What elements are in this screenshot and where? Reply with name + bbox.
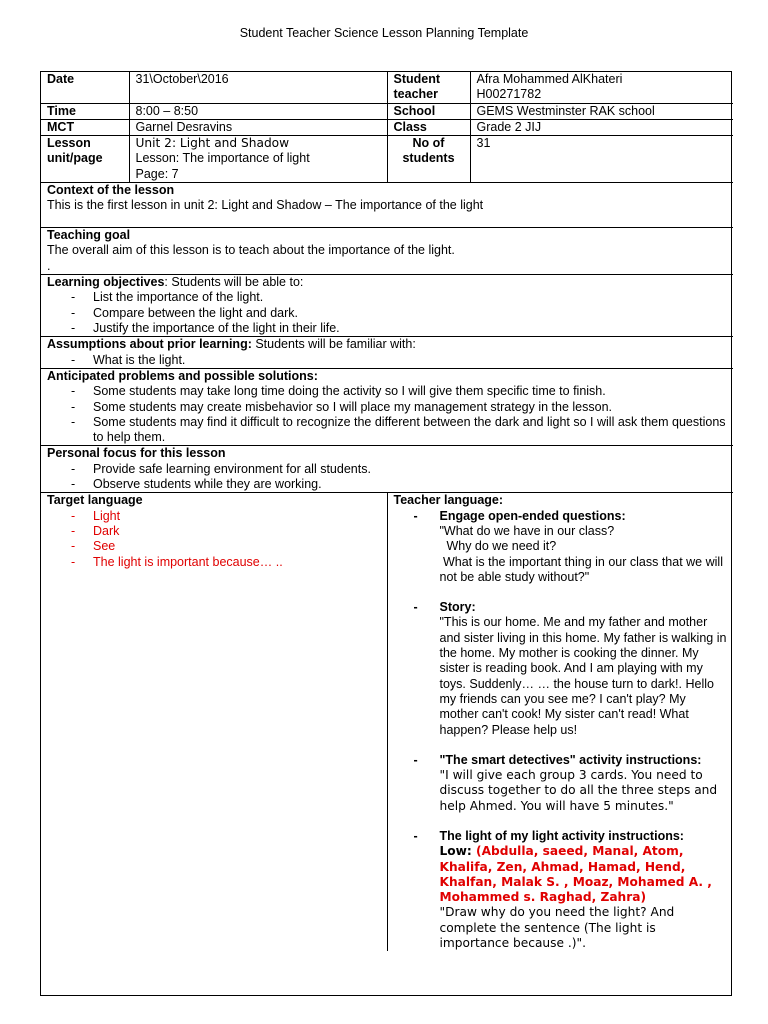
- assumptions-intro: Students will be familiar with:: [251, 337, 416, 352]
- section-language: [41, 493, 733, 952]
- assumptions-heading: [47, 337, 727, 352]
- time-value: 8:00 – 8:50: [129, 103, 387, 119]
- section-assumptions: [41, 337, 733, 369]
- list-item: - See: [71, 539, 381, 554]
- mct-value: Garnel Desravins: [129, 119, 387, 135]
- list-item: - Dark: [71, 524, 381, 539]
- list-item: - Observe students while they are working.: [71, 477, 727, 492]
- teacher-language-cell: [387, 493, 733, 952]
- problems-list: [47, 384, 727, 445]
- teaching-goal-dot: .: [47, 258, 51, 273]
- story-text: "This is our home. Me and my father and mother and sister living in this home. My father is walking in the home. My mother is cooking the dinner. My sister is reading book. And I am playing with my toys. Suddenly… … the house turn to dark!. Hello my friends can you see me? I can't play? My mother can't cook! My sister can't read! What happen? Please help us!: [439, 615, 727, 737]
- assumptions-list: [47, 353, 727, 368]
- teaching-goal-text: The overall aim of this lesson is to teach about the importance of the light.: [47, 243, 455, 258]
- student-teacher-value: [470, 72, 733, 103]
- row-date: [41, 72, 733, 103]
- list-item: - What is the light.: [71, 353, 727, 368]
- target-language-cell: [41, 493, 387, 952]
- list-item: - Compare between the light and dark.: [71, 306, 727, 321]
- teacher-language-list: [394, 509, 728, 952]
- school-value: GEMS Westminster RAK school: [470, 103, 733, 119]
- student-teacher-id: H00271782: [476, 87, 542, 102]
- lesson-unit: Unit 2: Light and Shadow: [135, 136, 290, 151]
- row-mct: [41, 119, 733, 135]
- list-item: - The light is important because… ..: [71, 555, 381, 570]
- student-teacher-label: Student teacher: [387, 72, 470, 103]
- engage-line: "What do we have in our class?: [439, 523, 615, 538]
- personal-focus-title: Personal focus for this lesson: [47, 446, 226, 461]
- row-lesson: [41, 136, 733, 183]
- lesson-plan-table: [40, 71, 732, 996]
- list-item: - List the importance of the light.: [71, 290, 727, 305]
- mct-label: MCT: [41, 119, 129, 135]
- date-label: Date: [41, 72, 129, 103]
- lesson-page: Page: 7: [135, 166, 179, 181]
- problems-title: Anticipated problems and possible solutions:: [47, 368, 318, 383]
- list-item: - Some students may create misbehavior so I will place my management strategy in the lesson.: [71, 400, 727, 415]
- target-language-list: [47, 509, 381, 570]
- class-label: Class: [387, 119, 470, 135]
- header-table: [41, 72, 733, 183]
- section-problems: [41, 368, 733, 445]
- engage-line: Why do we need it?: [439, 539, 557, 554]
- students-value: 31: [470, 136, 733, 183]
- student-teacher-name: Afra Mohammed AlKhateri: [476, 72, 623, 86]
- engage-line: What is the important thing in our class that we will not be able study without?": [439, 554, 727, 584]
- detectives-item: - "The smart detectives" activity instructions: "I will give each group 3 cards. You need to discuss together to do all the three steps and help Ahmed. You will have 5 minutes.": [394, 753, 728, 814]
- list-item: - Some students may take long time doing the activity so I will give them specific time to finish.: [71, 384, 727, 399]
- lesson-value: [129, 136, 387, 183]
- personal-focus-list: [47, 462, 727, 493]
- low-label: Low:: [439, 844, 477, 859]
- date-value: 31\October\2016: [129, 72, 387, 103]
- objectives-title: Learning objectives: [47, 275, 165, 290]
- objectives-intro: : Students will be able to:: [164, 275, 304, 290]
- sections-table: [41, 183, 733, 951]
- section-teaching-goal: [41, 228, 733, 275]
- low-group: [440, 844, 728, 905]
- objectives-heading: [47, 275, 727, 290]
- teacher-language-title: Teacher language:: [393, 493, 504, 508]
- school-label: School: [387, 103, 470, 119]
- low-students: (Abdulla, saeed, Manal, Atom, Khalifa, Zen, Ahmad, Hamad, Hend, Khalfan, Malak S. , Moaz, Mohamed A. , Mohammed s. Raghad, Zahra): [439, 844, 712, 905]
- list-item: - Some students may find it difficult to recognize the different between the dark and light so I will ask them questions to help them.: [71, 415, 727, 446]
- list-item: - Light: [71, 509, 381, 524]
- document-title: Student Teacher Science Lesson Planning Template: [239, 26, 529, 40]
- objectives-list: [47, 290, 727, 336]
- section-context: [41, 183, 733, 228]
- context-title: Context of the lesson: [47, 183, 175, 198]
- light-activity-item: - The light of my light activity instructions: Low: (Abdulla, saeed, Manal, Atom, Khalifa, Zen, Ahmad, Hamad, Hend, Khalfan, Malak S. , Moaz, Mohamed A. , Mohammed s. Raghad, Zahra) "Draw why do you need the light? And complete the sentence (The light is importance because .)".: [394, 829, 728, 951]
- detectives-heading: "The smart detectives" activity instructions:: [439, 752, 702, 767]
- students-label: No of students: [387, 136, 470, 183]
- story-item: - Story: "This is our home. Me and my father and mother and sister living in this home. My father is walking in the home. My mother is cooking the dinner. My sister is reading book. And I am playing with my toys. Suddenly… … the house turn to dark!. Hello my friends can you see me? I can't play? My mother can't cook! My sister can't read! What happen? Please help us!: [413, 600, 727, 737]
- section-personal-focus: [41, 446, 733, 493]
- list-item: - Provide safe learning environment for all students.: [71, 462, 727, 477]
- teaching-goal-title: Teaching goal: [47, 228, 131, 243]
- assumptions-title: Assumptions about prior learning:: [47, 337, 252, 352]
- class-value: Grade 2 JIJ: [470, 119, 733, 135]
- detectives-text: "I will give each group 3 cards. You need to discuss together to do all the three steps and help Ahmed. You will have 5 minutes.": [439, 768, 718, 813]
- section-objectives: [41, 275, 733, 337]
- context-text: This is the first lesson in unit 2: Light and Shadow – The importance of the light: [47, 198, 484, 213]
- lesson-label: Lesson unit/page: [41, 136, 129, 183]
- engage-item: - Engage open-ended questions: "What do we have in our class? Why do we need it? What is the important thing in our class that we will not be able study without?": [413, 508, 727, 584]
- engage-heading: Engage open-ended questions:: [439, 508, 626, 523]
- low-text: "Draw why do you need the light? And complete the sentence (The light is importance because .)".: [439, 905, 675, 951]
- lesson-name: Lesson: The importance of light: [135, 151, 310, 166]
- light-activity-heading: The light of my light activity instructions:: [439, 828, 684, 843]
- story-heading: Story:: [439, 600, 476, 615]
- row-time: [41, 103, 733, 119]
- time-label: Time: [41, 103, 129, 119]
- target-language-title: Target language: [47, 493, 143, 508]
- list-item: - Justify the importance of the light in their life.: [71, 321, 727, 336]
